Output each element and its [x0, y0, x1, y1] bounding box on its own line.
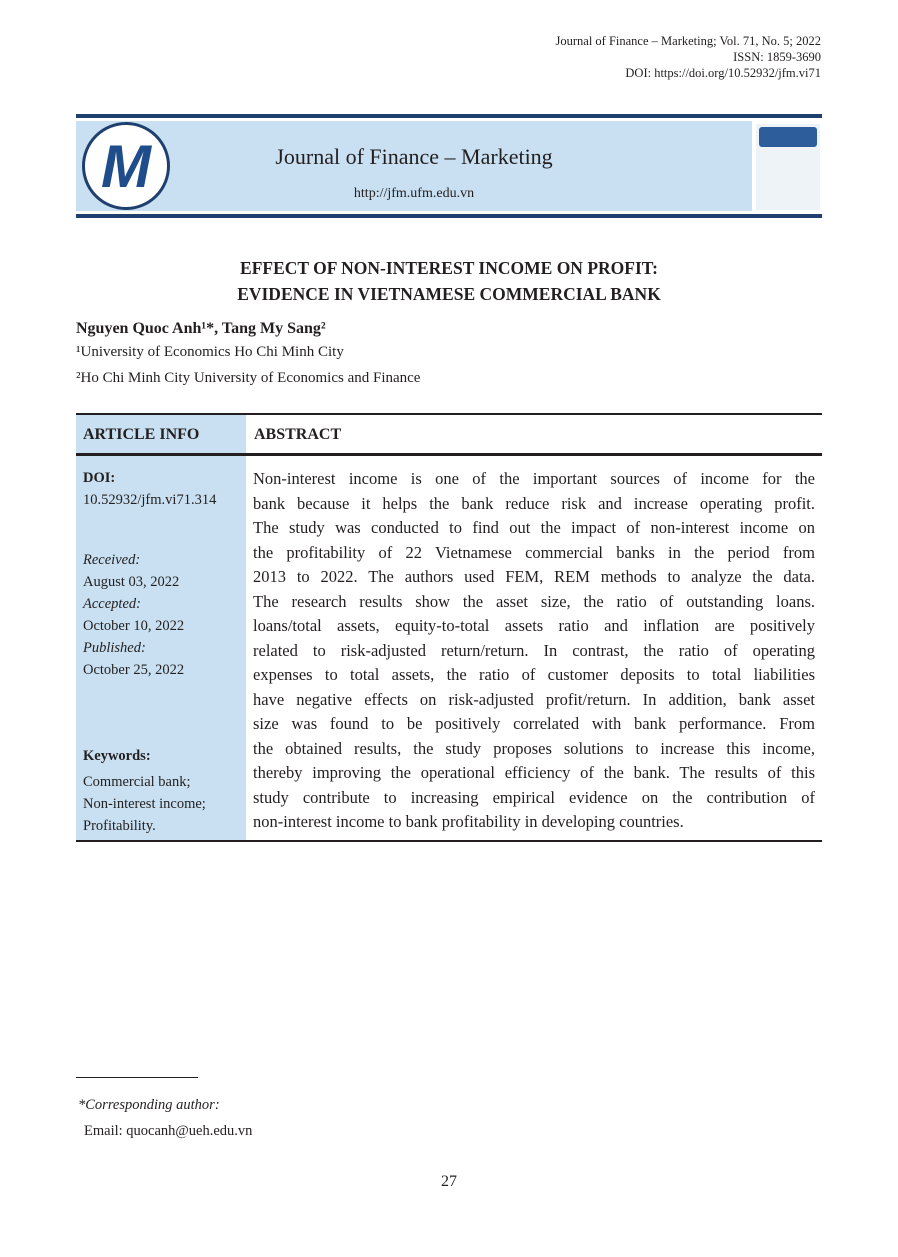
abstract-line: study contribute to increasing empirical evidence on the contribution of [253, 787, 815, 807]
abstract-line: have negative effects on risk-adjusted profit/return. In addition, bank asset [253, 689, 815, 709]
doi-value[interactable]: 10.52932/jfm.vi71.314 [83, 492, 217, 508]
published-label: Published: [83, 640, 146, 656]
journal-meta [556, 33, 822, 81]
journal-title: Journal of Finance – Marketing [275, 144, 553, 169]
cover-badge [759, 127, 817, 147]
corresponding-email[interactable]: Email: quocanh@ueh.edu.vn [84, 1123, 253, 1139]
affiliation: ²Ho Chi Minh City University of Economics and Finance [76, 370, 421, 386]
article-info-table [76, 413, 822, 842]
accepted-date: October 10, 2022 [83, 618, 185, 634]
table-header [76, 415, 822, 456]
article-title [0, 255, 898, 307]
page-number: 27 [441, 1173, 457, 1190]
footnote-divider [76, 1077, 198, 1078]
abstract-line: expenses to total assets, the ratio of customer deposits to total liabilities [253, 665, 815, 684]
abstract-line: Non-interest income is one of the important sources of income for the [253, 469, 815, 488]
journal-cover-thumbnail [756, 124, 820, 210]
logo-letter: M [101, 132, 151, 200]
abstract-line: 2013 to 2022. The authors used FEM, REM methods to analyze the data. [253, 567, 815, 586]
received-label: Received: [83, 552, 141, 568]
abstract-heading: ABSTRACT [254, 426, 342, 443]
abstract-line: The study was conducted to find out the impact of non-interest income on [253, 518, 815, 537]
citation: Journal of Finance – Marketing; Vol. 71, No. 5; 2022 [555, 34, 821, 48]
accepted-label: Accepted: [83, 596, 141, 612]
article-info-heading: ARTICLE INFO [83, 426, 200, 443]
keyword: Commercial bank; [83, 774, 191, 790]
corresponding-author-label: *Corresponding author: [78, 1097, 220, 1113]
abstract-line: non-interest income to bank profitability in developing countries. [253, 812, 684, 831]
received-date: August 03, 2022 [83, 574, 180, 590]
authors: Nguyen Quoc Anh¹*, Tang My Sang² [76, 320, 326, 337]
journal-url[interactable]: http://jfm.ufm.edu.vn [353, 186, 475, 201]
abstract-line: the obtained results, the study proposes solutions to increase this income, [253, 738, 815, 758]
published-date: October 25, 2022 [83, 662, 185, 678]
abstract-line: The research results show the asset size, the ratio of outstanding loans. [253, 591, 815, 611]
issn: ISSN: 1859-3690 [733, 50, 821, 64]
abstract-text [253, 467, 815, 835]
keyword: Non-interest income; [83, 796, 206, 812]
doi-label: DOI: [83, 470, 116, 486]
abstract-line: the profitability of 22 Vietnamese commercial banks in the period from [253, 542, 815, 562]
abstract-line: bank because it helps the bank reduce risk and increase operating profit. [253, 493, 815, 513]
doi-link[interactable]: DOI: https://doi.org/10.52932/jfm.vi71 [625, 66, 821, 80]
keywords-label: Keywords: [83, 748, 151, 764]
affiliation: ¹University of Economics Ho Chi Minh City [76, 344, 344, 360]
keyword: Profitability. [83, 818, 156, 834]
title-line: EVIDENCE IN VIETNAMESE COMMERCIAL BANK [237, 284, 661, 304]
abstract-line: thereby improving the operational efficiency of the bank. The results of this [253, 763, 815, 782]
title-line: EFFECT OF NON-INTEREST INCOME ON PROFIT: [240, 258, 658, 278]
journal-banner [76, 114, 822, 218]
abstract-line: related to risk-adjusted return/return. In contrast, the ratio of operating [253, 640, 815, 660]
abstract-line: loans/total assets, equity-to-total assets ratio and inflation are positively [253, 616, 815, 635]
abstract-line: size was found to be positively correlated with bank performance. From [253, 714, 815, 733]
